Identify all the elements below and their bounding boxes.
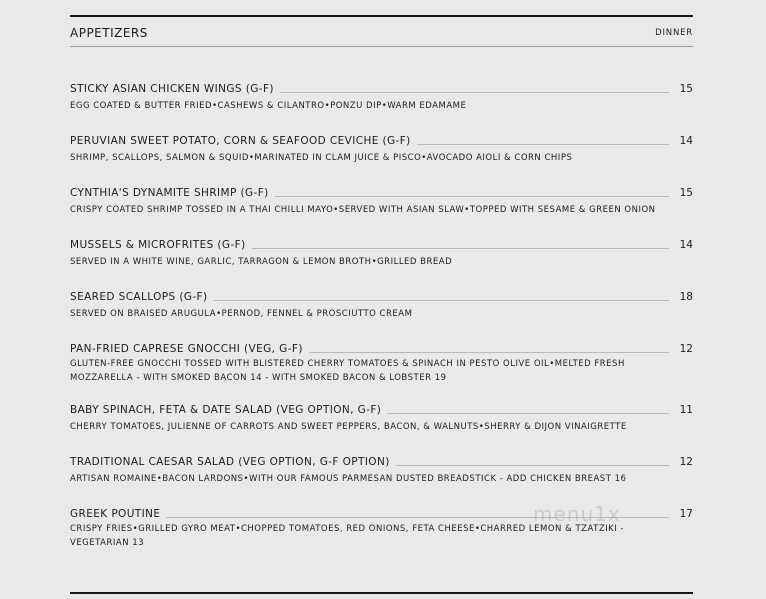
item-price: 12 bbox=[679, 456, 693, 468]
item-name: GREEK POUTINE bbox=[70, 508, 161, 520]
item-price: 14 bbox=[679, 135, 693, 147]
item-name: BABY SPINACH, FETA & DATE SALAD (VEG OPTION, G-F) bbox=[70, 404, 382, 416]
item-name: TRADITIONAL CAESAR SALAD (VEG OPTION, G-F OPTION) bbox=[70, 456, 390, 468]
item-description: CHERRY TOMATOES, JULIENNE OF CARROTS AND SWEET PEPPERS, BACON, & WALNUTS•SHERRY & DIJON VINAIGRETTE bbox=[70, 422, 627, 432]
item-price: 15 bbox=[679, 187, 693, 199]
item-description: ARTISAN ROMAINE•BACON LARDONS•WITH OUR FAMOUS PARMESAN DUSTED BREADSTICK - ADD CHICKEN BREAST 16 bbox=[70, 474, 627, 484]
item-name: CYNTHIA'S DYNAMITE SHRIMP (G-F) bbox=[70, 187, 269, 199]
menu-item bbox=[70, 238, 693, 269]
menu-header bbox=[70, 23, 693, 43]
item-description: CRISPY COATED SHRIMP TOSSED IN A THAI CHILLI MAYO•SERVED WITH ASIAN SLAW•TOPPED WITH SESAME & GREEN ONION bbox=[70, 205, 656, 215]
leader-line bbox=[214, 299, 670, 301]
leader-line bbox=[252, 247, 669, 249]
item-name: PERUVIAN SWEET POTATO, CORN & SEAFOOD CEVICHE (G-F) bbox=[70, 135, 411, 147]
item-price: 15 bbox=[679, 83, 693, 95]
leader-line bbox=[275, 195, 669, 197]
menu-item bbox=[70, 82, 693, 113]
item-name: PAN-FRIED CAPRESE GNOCCHI (VEG, G-F) bbox=[70, 343, 303, 355]
header-rule bbox=[70, 46, 693, 47]
menu-item bbox=[70, 403, 693, 434]
leader-line bbox=[396, 464, 669, 466]
item-name: MUSSELS & MICROFRITES (G-F) bbox=[70, 239, 246, 251]
item-description: SERVED ON BRAISED ARUGULA•PERNOD, FENNEL & PROSCIUTTO CREAM bbox=[70, 309, 413, 319]
item-description: SHRIMP, SCALLOPS, SALMON & SQUID•MARINATED IN CLAM JUICE & PISCO•AVOCADO AIOLI & CORN CHIPS bbox=[70, 153, 573, 163]
meal-label: DINNER bbox=[655, 28, 693, 38]
item-price: 14 bbox=[679, 239, 693, 251]
bottom-rule bbox=[70, 592, 693, 594]
leader-line bbox=[417, 143, 669, 145]
item-price: 17 bbox=[679, 508, 693, 520]
top-rule bbox=[70, 15, 693, 17]
menu-item bbox=[70, 290, 693, 321]
item-description: CRISPY FRIES•GRILLED GYRO MEAT•CHOPPED TOMATOES, RED ONIONS, FETA CHEESE•CHARRED LEMON & TZATZIKI - VEGETARIAN 13 bbox=[70, 524, 624, 548]
item-price: 18 bbox=[679, 291, 693, 303]
menu-item bbox=[70, 455, 693, 486]
menu-item bbox=[70, 342, 693, 385]
item-description: GLUTEN-FREE GNOCCHI TOSSED WITH BLISTERED CHERRY TOMATOES & SPINACH IN PESTO OLIVE OIL•MELTED FRESH MOZZARELLA - WITH SMOKED BACON 14 - WITH SMOKED BACON & LOBSTER 19 bbox=[70, 359, 625, 383]
leader-line bbox=[280, 91, 669, 93]
watermark: menu1x bbox=[533, 502, 621, 526]
item-name: SEARED SCALLOPS (G-F) bbox=[70, 291, 208, 303]
item-price: 11 bbox=[679, 404, 693, 416]
leader-line bbox=[387, 412, 669, 414]
item-description: SERVED IN A WHITE WINE, GARLIC, TARRAGON & LEMON BROTH•GRILLED BREAD bbox=[70, 257, 453, 267]
item-description: EGG COATED & BUTTER FRIED•CASHEWS & CILANTRO•PONZU DIP•WARM EDAMAME bbox=[70, 101, 467, 111]
menu-item bbox=[70, 134, 693, 165]
section-title: APPETIZERS bbox=[70, 26, 148, 40]
item-price: 12 bbox=[679, 343, 693, 355]
leader-line bbox=[309, 351, 669, 353]
item-name: STICKY ASIAN CHICKEN WINGS (G-F) bbox=[70, 83, 274, 95]
menu-item bbox=[70, 186, 693, 217]
